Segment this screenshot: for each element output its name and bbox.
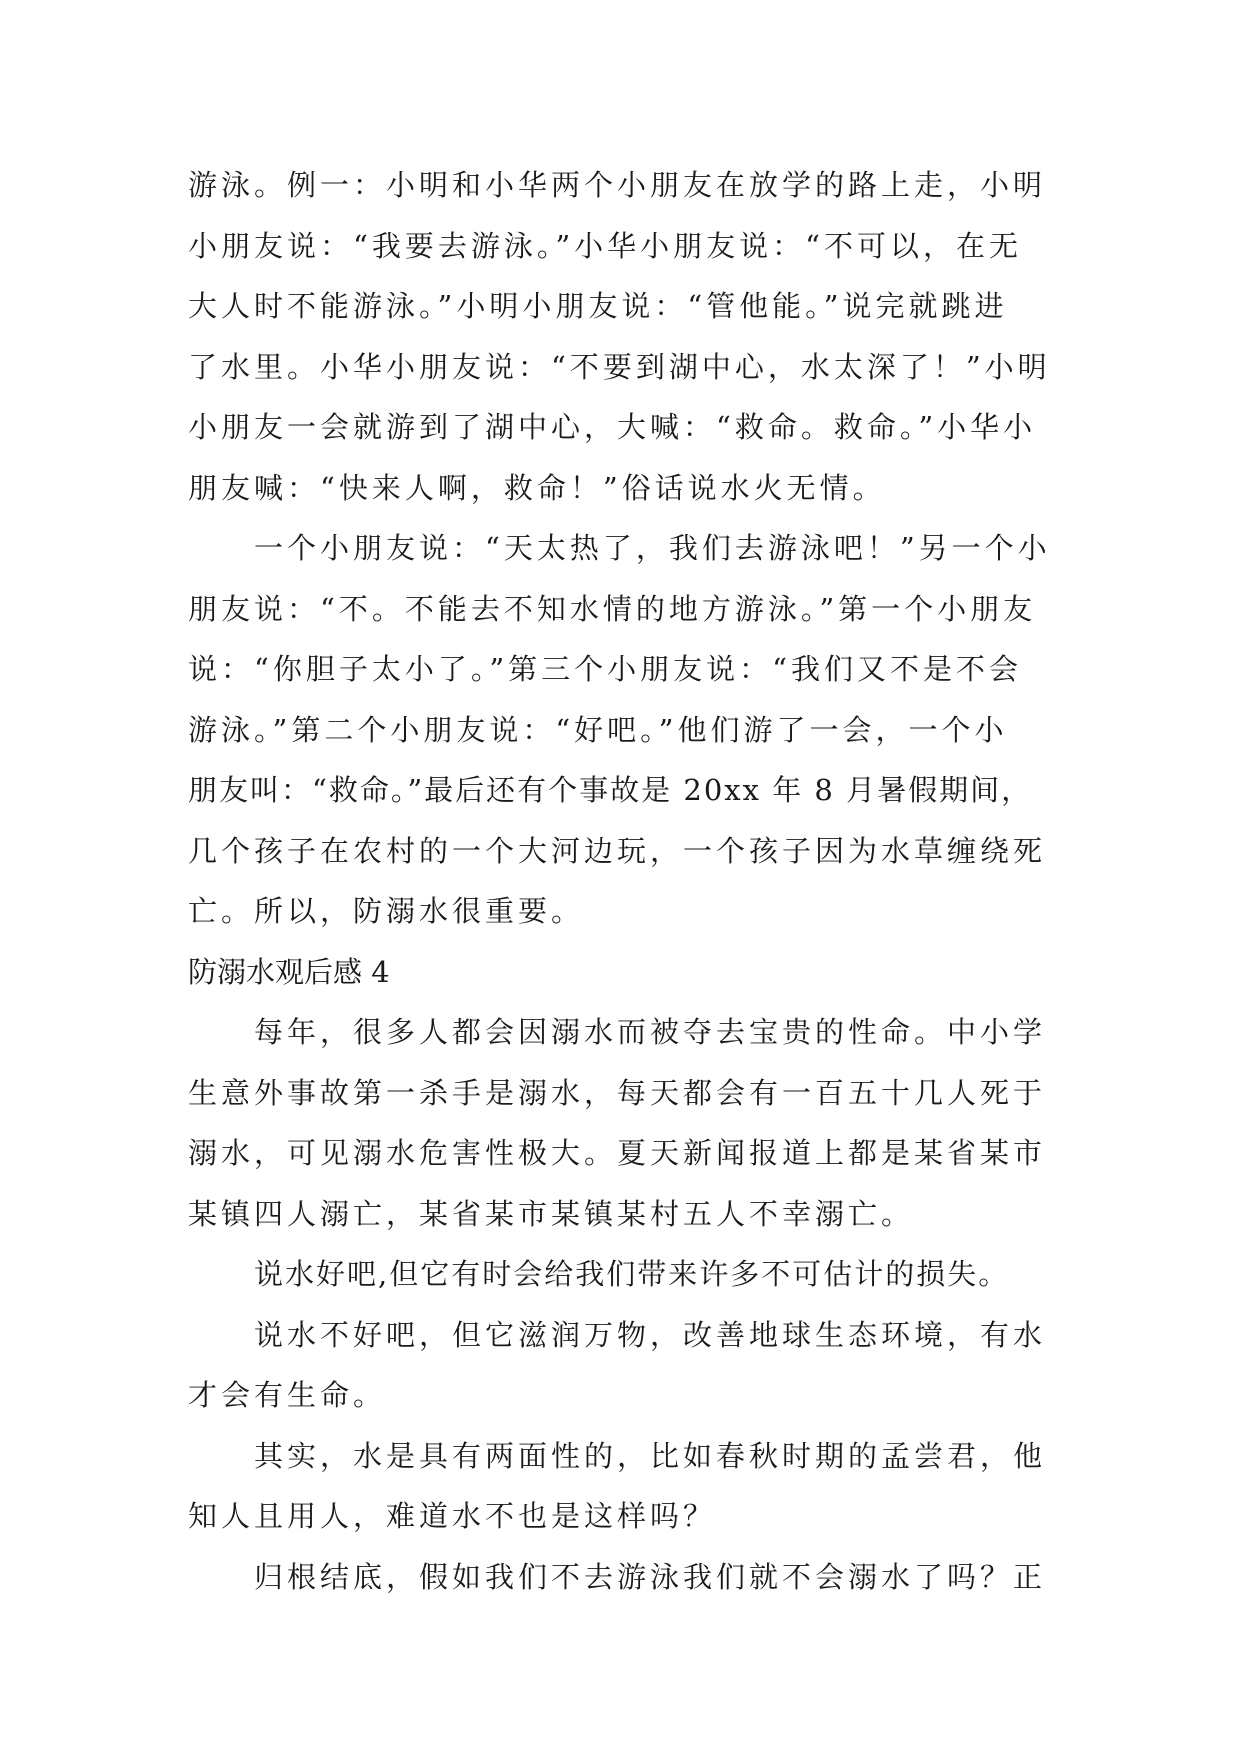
document-body: [188, 155, 1063, 1607]
text-line: 游泳。”第二个小朋友说：“好吧。”他们游了一会，一个小: [188, 712, 1008, 747]
text-line: 游泳。例一：小明和小华两个小朋友在放学的路上走，小明: [188, 168, 1047, 202]
text-line: 溺水，可见溺水危害性极大。夏天新闻报道上都是某省某市: [188, 1136, 1047, 1170]
paragraph-7: [188, 1547, 1063, 1608]
paragraph-5: [188, 1305, 1063, 1426]
text-line: 归根结底，假如我们不去游泳我们就不会溺水了吗？正: [254, 1559, 1047, 1594]
text-line: 几个孩子在农村的一个大河边玩，一个孩子因为水草缠绕死: [188, 833, 1047, 868]
text-line: 朋友喊：“快来人啊，救命！”俗话说水火无情。: [188, 470, 886, 505]
paragraph-2: [188, 518, 1063, 942]
paragraph-3: [188, 1002, 1063, 1244]
paragraph-1: [188, 155, 1063, 518]
text-line: 小朋友一会就游到了湖中心，大喊：“救命。救命。”小华小: [188, 410, 1037, 444]
section-title: [188, 942, 1063, 1003]
text-line: 说水不好吧，但它滋润万物，改善地球生态环境，有水: [254, 1317, 1047, 1352]
text-line: 朋友说：“不。不能去不知水情的地方游泳。”第一个小朋友: [188, 591, 1037, 626]
text-line: 说水好吧,但它有时会给我们带来许多不可估计的损失。: [254, 1257, 1010, 1291]
section-title-text: 防溺水观后感 4: [188, 954, 390, 989]
text-line: 知人且用人，难道水不也是这样吗？: [188, 1499, 717, 1533]
text-line: 生意外事故第一杀手是溺水，每天都会有一百五十几人死于: [188, 1075, 1047, 1110]
text-line: 说：“你胆子太小了。”第三个小朋友说：“我们又不是不会: [188, 652, 1022, 686]
text-line: 其实，水是具有两面性的，比如春秋时期的孟尝君，他: [254, 1438, 1047, 1473]
text-line: 某镇四人溺亡，某省某市某镇某村五人不幸溺亡。: [188, 1196, 915, 1231]
text-line: 大人时不能游泳。”小明小朋友说：“管他能。”说完就跳进: [188, 289, 1008, 323]
text-line: 小朋友说：“我要去游泳。”小华小朋友说：“不可以，在无: [188, 228, 1022, 263]
text-line: 亡。所以，防溺水很重要。: [188, 894, 585, 928]
text-line: 朋友叫：“救命。”最后还有个事故是 20xx 年 8 月暑假期间，: [188, 773, 1033, 807]
text-line: 每年，很多人都会因溺水而被夺去宝贵的性命。中小学: [254, 1015, 1047, 1049]
paragraph-4: [188, 1244, 1063, 1305]
text-line: 了水里。小华小朋友说：“不要到湖中心，水太深了！”小明: [188, 349, 1051, 384]
text-line: 一个小朋友说：“天太热了，我们去游泳吧！”另一个小: [254, 531, 1051, 565]
text-line: 才会有生命。: [188, 1378, 387, 1412]
paragraph-6: [188, 1426, 1063, 1547]
